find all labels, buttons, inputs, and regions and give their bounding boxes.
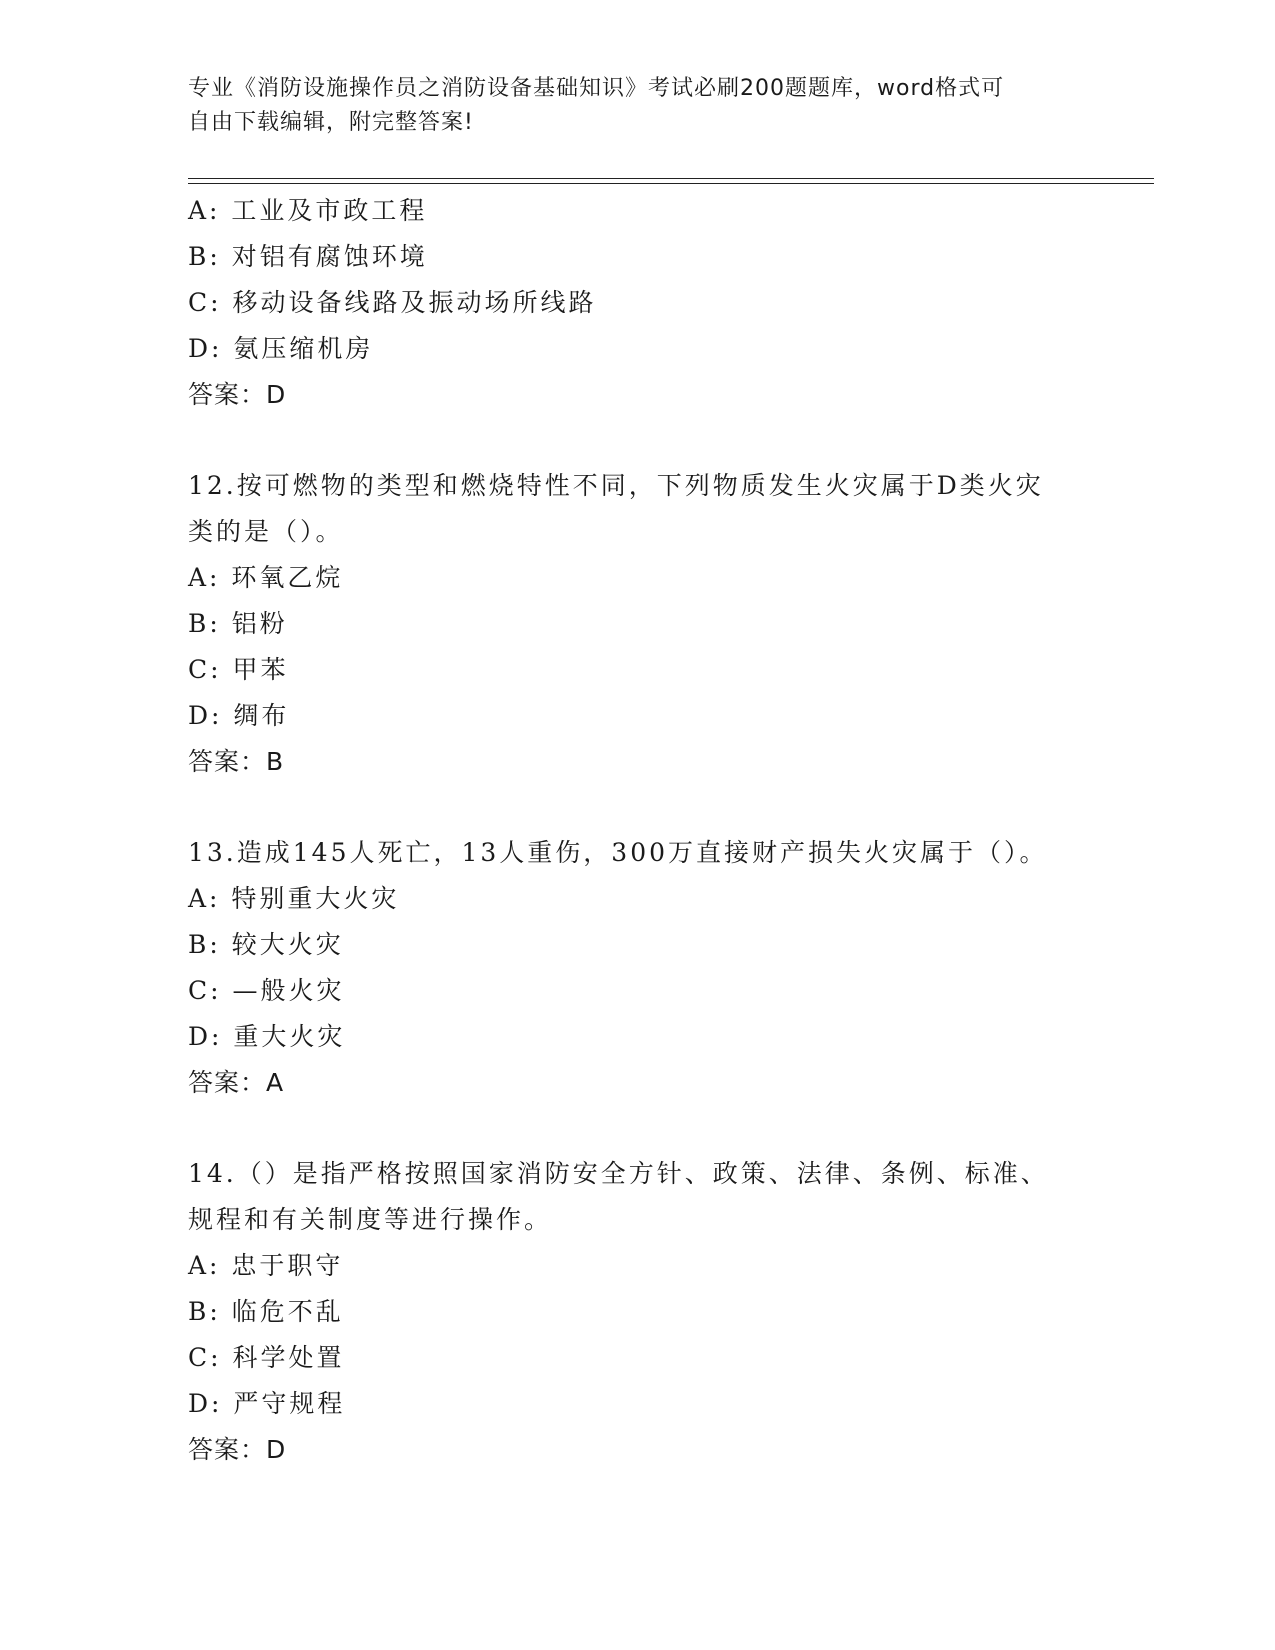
q12-stem-line-1: 12.按可燃物的类型和燃烧特性不同，下列物质发生火灾属于D类火灾 bbox=[188, 471, 1044, 500]
question-11-block bbox=[188, 188, 1128, 418]
q13-option-a: A: 特别重大火灾 bbox=[188, 884, 400, 913]
q12-answer: 答案：B bbox=[188, 747, 285, 776]
q14-stem-line-1: 14.（）是指严格按照国家消防安全方针、政策、法律、条例、标准、 bbox=[188, 1159, 1049, 1188]
q11-option-c: C: 移动设备线路及振动场所线路 bbox=[188, 288, 597, 317]
header-line-1: 专业《消防设施操作员之消防设备基础知识》考试必刷200题题库，word格式可 bbox=[188, 76, 1005, 101]
q13-answer: 答案：A bbox=[188, 1068, 285, 1097]
q14-answer: 答案：D bbox=[188, 1435, 287, 1464]
q12-option-c: C: 甲苯 bbox=[188, 655, 289, 684]
q11-answer: 答案：D bbox=[188, 380, 287, 409]
header-divider-bottom bbox=[188, 183, 1154, 184]
q11-option-b: B: 对铝有腐蚀环境 bbox=[188, 242, 428, 271]
header-line-2: 自由下载编辑，附完整答案! bbox=[188, 110, 474, 135]
q14-option-a: A: 忠于职守 bbox=[188, 1251, 344, 1280]
q12-option-d: D: 绸布 bbox=[188, 701, 290, 730]
q12-stem-line-2: 类的是（）。 bbox=[188, 517, 344, 546]
q14-stem-line-2: 规程和有关制度等进行操作。 bbox=[188, 1205, 553, 1234]
q13-option-b: B: 较大火灾 bbox=[188, 930, 344, 959]
question-gap bbox=[188, 418, 1128, 463]
question-list bbox=[188, 188, 1128, 1473]
q11-option-a: A: 工业及市政工程 bbox=[188, 196, 428, 225]
question-13-block bbox=[188, 830, 1128, 1106]
q12-option-b: B: 铝粉 bbox=[188, 609, 288, 638]
question-gap bbox=[188, 1106, 1128, 1151]
question-gap bbox=[188, 785, 1128, 830]
q14-option-d: D: 严守规程 bbox=[188, 1389, 346, 1418]
q13-option-c: C: —般火灾 bbox=[188, 976, 345, 1005]
q11-option-d: D: 氨压缩机房 bbox=[188, 334, 374, 363]
q14-option-c: C: 科学处置 bbox=[188, 1343, 345, 1372]
q13-stem-line-1: 13.造成145人死亡，13人重伤，300万直接财产损失火灾属于（）。 bbox=[188, 838, 1048, 867]
document-header bbox=[188, 72, 1068, 140]
header-divider-top bbox=[188, 178, 1154, 179]
q14-option-b: B: 临危不乱 bbox=[188, 1297, 344, 1326]
question-12-block bbox=[188, 463, 1128, 785]
q12-option-a: A: 环氧乙烷 bbox=[188, 563, 344, 592]
q13-option-d: D: 重大火灾 bbox=[188, 1022, 346, 1051]
question-14-block bbox=[188, 1151, 1128, 1473]
